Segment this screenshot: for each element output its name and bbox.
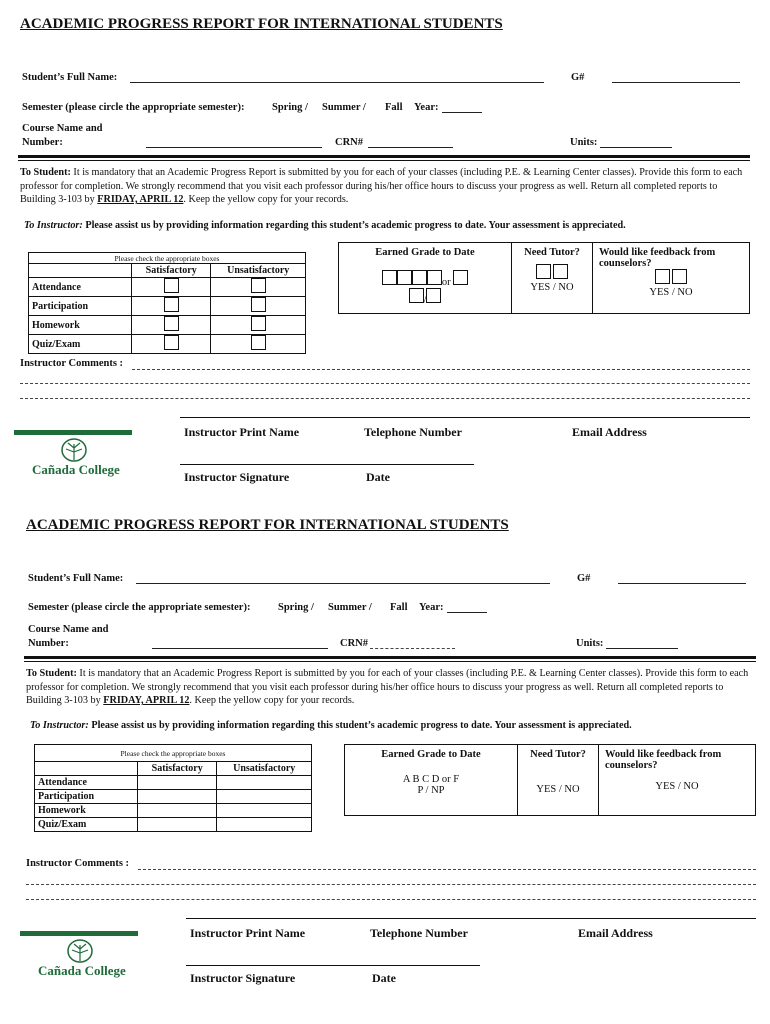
row-participation-2: Participation: [35, 790, 138, 804]
signature-label: Instructor Signature: [184, 470, 290, 484]
participation-unsatisfactory-cell[interactable]: [217, 790, 312, 804]
col-satisfactory-2: Satisfactory: [138, 762, 217, 776]
print-name-line-2[interactable]: [186, 918, 756, 919]
homework-satisfactory-checkbox[interactable]: [164, 316, 179, 331]
semester-label-2: Semester (please circle the appropriate semester):: [28, 602, 251, 613]
year-label: Year:: [414, 102, 439, 113]
row-quiz-exam-2: Quiz/Exam: [35, 818, 138, 832]
comments-line-3[interactable]: [20, 387, 750, 399]
semester-label: Semester (please circle the appropriate semester):: [22, 102, 245, 113]
attendance-satisfactory-checkbox[interactable]: [164, 278, 179, 293]
need-tutor-header: Need Tutor? YES / NO: [512, 243, 593, 314]
earned-grade-header-2: Earned Grade to Date A B C D or F P / NP: [345, 745, 518, 816]
comments-line-2b[interactable]: [26, 873, 756, 885]
g-number-field-2[interactable]: [618, 572, 746, 584]
course-field-2[interactable]: [152, 637, 328, 649]
col-unsatisfactory-2: Unsatisfactory: [217, 762, 312, 776]
comments-field[interactable]: [132, 358, 750, 370]
comments-line-2[interactable]: [20, 372, 750, 384]
check-table-2: [34, 744, 312, 832]
check-header-2: Please check the appropriate boxes: [35, 745, 312, 762]
course-label-2: Number:: [22, 137, 63, 148]
feedback-header: Would like feedback from counselors? YES / NO: [593, 243, 750, 314]
feedback-header-2: Would like feedback from counselors? YES / NO: [599, 745, 756, 816]
comments-label: Instructor Comments :: [20, 358, 124, 369]
units-label: Units:: [570, 137, 598, 148]
crn-field[interactable]: [368, 136, 453, 148]
divider-2: [24, 656, 756, 662]
instructor-instructions: To Instructor: Please assist us by providing information regarding this student’s academic progress to date. Your assessment is appreciated.: [24, 220, 626, 231]
participation-satisfactory-cell[interactable]: [138, 790, 217, 804]
comments-field-2[interactable]: [138, 858, 756, 870]
college-name-2: Cañada College: [38, 963, 126, 978]
participation-satisfactory-checkbox[interactable]: [164, 297, 179, 312]
row-homework: Homework: [29, 316, 132, 335]
g-number-field[interactable]: [612, 71, 740, 83]
attendance-unsatisfactory-cell[interactable]: [217, 776, 312, 790]
signature-label-2: Instructor Signature: [190, 971, 296, 985]
course-label-b: Course Name and: [28, 624, 109, 635]
col-satisfactory: Satisfactory: [132, 264, 211, 278]
college-logo: [32, 436, 122, 481]
quiz-unsatisfactory-cell[interactable]: [217, 818, 312, 832]
semester-fall-2[interactable]: Fall: [390, 602, 408, 613]
comments-line-3b[interactable]: [26, 888, 756, 900]
attendance-satisfactory-cell[interactable]: [138, 776, 217, 790]
need-tutor-options-2[interactable]: YES / NO: [536, 784, 580, 795]
crn-label: CRN#: [335, 137, 363, 148]
homework-unsatisfactory-checkbox[interactable]: [251, 316, 266, 331]
instructor-instructions-2: To Instructor: Please assist us by providing information regarding this student’s academic progress to date. Your assessment is appreciated.: [30, 720, 632, 731]
student-name-field-2[interactable]: [136, 572, 550, 584]
print-name-line[interactable]: [180, 417, 750, 418]
form-title: ACADEMIC PROGRESS REPORT FOR INTERNATIONAL STUDENTS: [20, 16, 503, 32]
telephone-label-2: Telephone Number: [370, 926, 468, 940]
units-label-2: Units:: [576, 638, 604, 649]
green-bar: [14, 430, 132, 435]
quiz-satisfactory-cell[interactable]: [138, 818, 217, 832]
year-field[interactable]: [442, 101, 482, 113]
quiz-satisfactory-checkbox[interactable]: [164, 335, 179, 350]
grade-options[interactable]: or /: [345, 270, 505, 306]
feedback-options-2[interactable]: YES / NO: [655, 781, 699, 792]
need-tutor-options[interactable]: YES / NO: [530, 282, 574, 293]
row-quiz-exam: Quiz/Exam: [29, 335, 132, 354]
telephone-label: Telephone Number: [364, 425, 462, 439]
g-number-label-2: G#: [577, 573, 591, 584]
date-label: Date: [366, 470, 390, 484]
semester-fall[interactable]: Fall: [385, 102, 403, 113]
student-instructions-2: To Student: It is mandatory that an Academic Progress Report is submitted by you for each of your classes (including P.E. & Learning Center classes). Provide this form to each professor for completion. We strongly recommend that you visit each professor during his/her office hours to discuss your progress as well. Return all completed reports to Building 3-103 by FRIDAY, APRIL 12. Keep the yellow copy for your records.: [26, 668, 749, 706]
college-name: Cañada College: [32, 462, 120, 477]
signature-line[interactable]: [180, 464, 474, 465]
semester-spring-2[interactable]: Spring /: [278, 602, 314, 613]
form-title-2: ACADEMIC PROGRESS REPORT FOR INTERNATIONAL STUDENTS: [26, 517, 509, 533]
print-name-label-2: Instructor Print Name: [190, 926, 306, 940]
check-header: Please check the appropriate boxes: [29, 253, 306, 264]
email-label: Email Address: [572, 425, 647, 439]
row-participation: Participation: [29, 297, 132, 316]
participation-unsatisfactory-checkbox[interactable]: [251, 297, 266, 312]
student-name-label-2: Student’s Full Name:: [28, 573, 124, 584]
attendance-unsatisfactory-checkbox[interactable]: [251, 278, 266, 293]
row-homework-2: Homework: [35, 804, 138, 818]
date-label-2: Date: [372, 971, 396, 985]
crn-label-2: CRN#: [340, 638, 368, 649]
need-tutor-header-2: Need Tutor? YES / NO: [518, 745, 599, 816]
check-table: [28, 252, 306, 354]
row-attendance: Attendance: [29, 278, 132, 297]
college-logo-2: [38, 937, 128, 982]
semester-summer-2[interactable]: Summer /: [328, 602, 372, 613]
grade-options-line2[interactable]: P / NP: [417, 785, 445, 796]
signature-line-2[interactable]: [186, 965, 480, 966]
col-unsatisfactory: Unsatisfactory: [211, 264, 306, 278]
homework-unsatisfactory-cell[interactable]: [217, 804, 312, 818]
year-field-2[interactable]: [447, 601, 487, 613]
quiz-unsatisfactory-checkbox[interactable]: [251, 335, 266, 350]
student-name-field[interactable]: [130, 71, 544, 83]
course-label: Course Name and: [22, 123, 103, 134]
grade-table: [338, 242, 750, 314]
email-label-2: Email Address: [578, 926, 653, 940]
semester-summer[interactable]: Summer /: [322, 102, 366, 113]
green-bar-2: [20, 931, 138, 936]
course-label-b2: Number:: [28, 638, 69, 649]
year-label-2: Year:: [419, 602, 444, 613]
units-field-2[interactable]: [606, 637, 678, 649]
row-attendance-2: Attendance: [35, 776, 138, 790]
crn-field-2[interactable]: [370, 637, 455, 649]
print-name-label: Instructor Print Name: [184, 425, 300, 439]
units-field[interactable]: [600, 136, 672, 148]
grade-table-2: [344, 744, 756, 816]
divider: [18, 155, 750, 161]
semester-spring[interactable]: Spring /: [272, 102, 308, 113]
student-name-label: Student’s Full Name:: [22, 72, 118, 83]
course-field[interactable]: [146, 136, 322, 148]
g-number-label: G#: [571, 72, 585, 83]
student-instructions: To Student: It is mandatory that an Academic Progress Report is submitted by you for each of your classes (including P.E. & Learning Center classes). Provide this form to each professor for completion. We strongly recommend that you visit each professor during his/her office hours to discuss your progress as well. Return all completed reports to Building 3-103 by FRIDAY, APRIL 12. Keep the yellow copy for your records.: [20, 167, 743, 205]
earned-grade-header: Earned Grade to Date or /: [339, 243, 512, 314]
homework-satisfactory-cell[interactable]: [138, 804, 217, 818]
comments-label-2: Instructor Comments :: [26, 858, 130, 869]
feedback-options[interactable]: YES / NO: [649, 287, 693, 298]
grade-options-line1[interactable]: A B C D or F: [402, 774, 460, 785]
